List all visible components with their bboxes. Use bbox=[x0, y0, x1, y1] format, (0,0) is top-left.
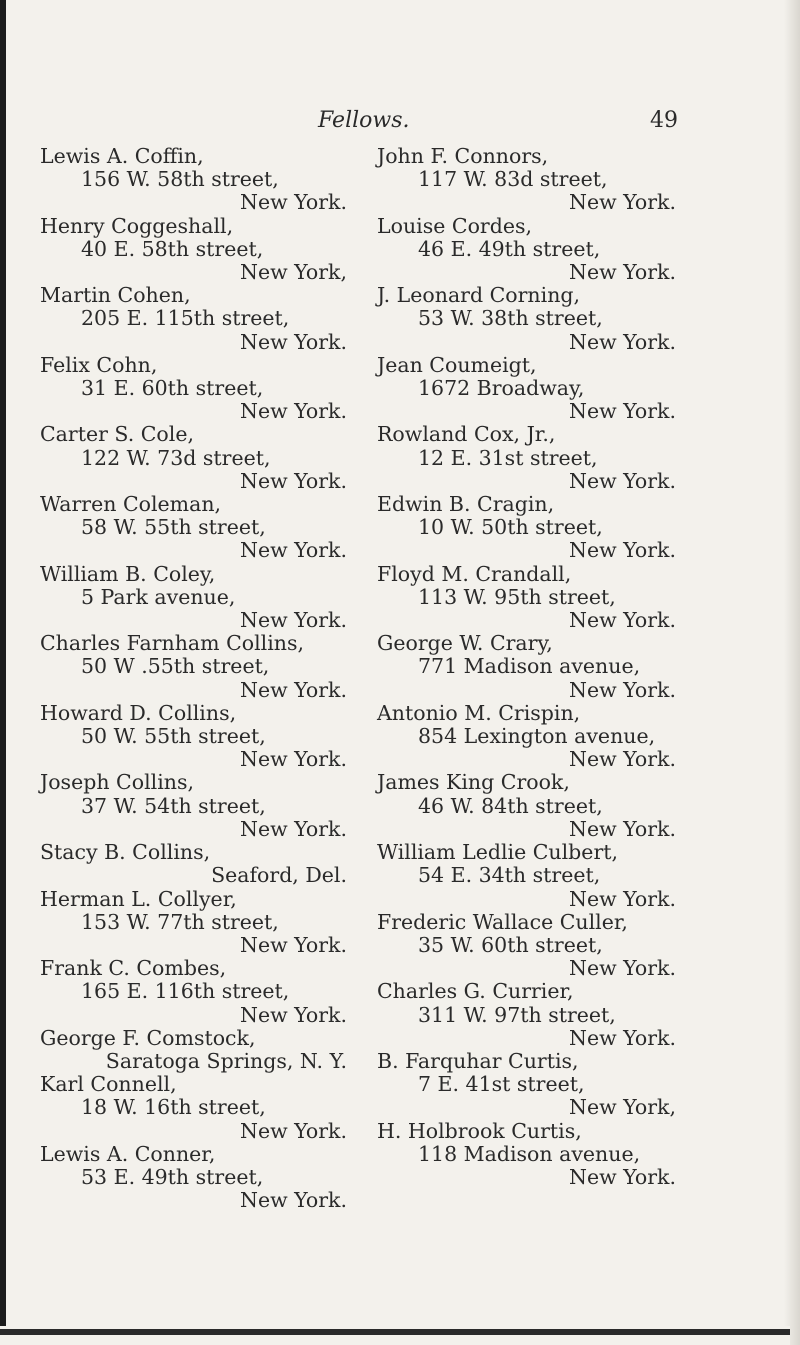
entry-address: 50 W .55th street, bbox=[81, 654, 270, 679]
entry-address: 153 W. 77th street, bbox=[81, 909, 279, 934]
directory-entry bbox=[377, 215, 717, 285]
entry-city: New York. bbox=[240, 932, 347, 957]
entry-city: New York. bbox=[569, 677, 676, 702]
entry-address: 156 W. 58th street, bbox=[81, 167, 279, 192]
entry-city: New York. bbox=[569, 886, 676, 911]
entry-address: 58 W. 55th street, bbox=[81, 515, 266, 540]
entry-address: 118 Madison avenue, bbox=[418, 1141, 641, 1166]
entry-name: Joseph Collins, bbox=[40, 770, 194, 795]
directory-entry bbox=[40, 354, 380, 424]
entry-city: New York, bbox=[569, 1095, 676, 1120]
entry-city: New York. bbox=[240, 468, 347, 493]
entry-city: New York. bbox=[569, 608, 676, 633]
entry-city: New York. bbox=[240, 329, 347, 354]
entry-city: New York. bbox=[569, 1164, 676, 1189]
entry-address: 854 Lexington avenue, bbox=[418, 724, 656, 749]
entry-address: 12 E. 31st street, bbox=[418, 445, 598, 470]
entry-city: Saratoga Springs, N. Y. bbox=[105, 1048, 347, 1073]
directory-entry bbox=[40, 215, 380, 285]
entry-name: Felix Cohn, bbox=[40, 352, 158, 377]
entry-city: New York. bbox=[240, 399, 347, 424]
directory-entry bbox=[40, 771, 380, 841]
directory-entry bbox=[40, 957, 380, 1027]
entry-city: New York. bbox=[240, 1188, 347, 1213]
entry-name: B. Farquhar Curtis, bbox=[377, 1048, 579, 1073]
entry-city: New York. bbox=[240, 1118, 347, 1143]
entry-name: Henry Coggeshall, bbox=[40, 213, 234, 238]
directory-entry bbox=[40, 493, 380, 563]
entry-name: Frederic Wallace Culler, bbox=[377, 909, 628, 934]
entry-name: Charles G. Currier, bbox=[377, 979, 574, 1004]
entry-city: New York. bbox=[240, 190, 347, 215]
entry-address: 53 W. 38th street, bbox=[418, 306, 603, 331]
directory-entry bbox=[40, 1073, 380, 1143]
directory-entry bbox=[40, 423, 380, 493]
entry-address: 50 W. 55th street, bbox=[81, 724, 266, 749]
entry-city: New York. bbox=[569, 399, 676, 424]
entry-name: George F. Comstock, bbox=[40, 1025, 256, 1050]
directory-entry bbox=[40, 1027, 380, 1073]
entry-name: Stacy B. Collins, bbox=[40, 840, 211, 865]
entry-name: Charles Farnham Collins, bbox=[40, 631, 305, 656]
entry-address: 54 E. 34th street, bbox=[418, 863, 601, 888]
entry-city: New York. bbox=[569, 747, 676, 772]
entry-address: 40 E. 58th street, bbox=[81, 236, 264, 261]
entry-city: New York. bbox=[569, 538, 676, 563]
entry-name: John F. Connors, bbox=[377, 144, 549, 168]
directory-entry bbox=[40, 563, 380, 633]
entry-name: Howard D. Collins, bbox=[40, 700, 237, 725]
directory-entry bbox=[40, 1143, 380, 1213]
directory-entry bbox=[377, 145, 717, 215]
entry-name: Karl Connell, bbox=[40, 1072, 177, 1097]
page-edge-shadow bbox=[0, 0, 6, 1345]
entry-city: New York. bbox=[240, 747, 347, 772]
entry-city: New York. bbox=[240, 1002, 347, 1027]
entry-name: Rowland Cox, Jr., bbox=[377, 422, 556, 447]
entry-address: 1672 Broadway, bbox=[418, 376, 585, 401]
entry-city: New York. bbox=[240, 816, 347, 841]
left-column bbox=[40, 145, 380, 1212]
entry-name: William B. Coley, bbox=[40, 561, 216, 586]
entry-city: New York. bbox=[569, 329, 676, 354]
entry-city: New York. bbox=[569, 956, 676, 981]
entry-name: Lewis A. Coffin, bbox=[40, 144, 204, 168]
entry-address: 117 W. 83d street, bbox=[418, 167, 608, 192]
page-number: 49 bbox=[650, 108, 678, 133]
directory-entry bbox=[40, 841, 380, 887]
entry-city: Seaford, Del. bbox=[211, 863, 347, 888]
entry-name: James King Crook, bbox=[377, 770, 570, 795]
entry-name: Jean Coumeigt, bbox=[377, 352, 537, 377]
right-column bbox=[377, 145, 717, 1189]
entry-address: 5 Park avenue, bbox=[81, 584, 236, 609]
page-fold-shadow bbox=[784, 0, 800, 1345]
directory-entry bbox=[40, 702, 380, 772]
directory-entry bbox=[377, 1050, 717, 1120]
entry-name: Herman L. Collyer, bbox=[40, 886, 237, 911]
entry-address: 10 W. 50th street, bbox=[418, 515, 603, 540]
entry-address: 31 E. 60th street, bbox=[81, 376, 264, 401]
entry-name: Warren Coleman, bbox=[40, 492, 222, 517]
page-title: Fellows. bbox=[318, 108, 410, 133]
directory-entry bbox=[40, 145, 380, 215]
running-head bbox=[0, 108, 800, 136]
entry-address: 205 E. 115th street, bbox=[81, 306, 290, 331]
directory-entry bbox=[377, 771, 717, 841]
directory-entry bbox=[377, 284, 717, 354]
directory-entry bbox=[377, 980, 717, 1050]
directory-entry bbox=[377, 1120, 717, 1190]
entry-name: Martin Cohen, bbox=[40, 283, 191, 308]
directory-entry bbox=[40, 632, 380, 702]
entry-name: William Ledlie Culbert, bbox=[377, 840, 618, 865]
entry-name: Louise Cordes, bbox=[377, 213, 533, 238]
entry-name: J. Leonard Corning, bbox=[377, 283, 581, 308]
entry-city: New York. bbox=[569, 1025, 676, 1050]
entry-city: New York. bbox=[240, 538, 347, 563]
directory-entry bbox=[377, 632, 717, 702]
entry-address: 7 E. 41st street, bbox=[418, 1072, 585, 1097]
entry-address: 46 W. 84th street, bbox=[418, 793, 603, 818]
entry-address: 35 W. 60th street, bbox=[418, 932, 603, 957]
entry-city: New York. bbox=[569, 468, 676, 493]
entry-name: Antonio M. Crispin, bbox=[377, 700, 581, 725]
directory-entry bbox=[377, 911, 717, 981]
entry-name: H. Holbrook Curtis, bbox=[377, 1118, 582, 1143]
entry-city: New York, bbox=[240, 260, 347, 285]
entry-address: 53 E. 49th street, bbox=[81, 1164, 264, 1189]
entry-address: 122 W. 73d street, bbox=[81, 445, 271, 470]
entry-address: 771 Madison avenue, bbox=[418, 654, 641, 679]
entry-address: 18 W. 16th street, bbox=[81, 1095, 266, 1120]
entry-address: 165 E. 116th street, bbox=[81, 979, 290, 1004]
entry-name: Carter S. Cole, bbox=[40, 422, 194, 447]
directory-entry bbox=[40, 284, 380, 354]
entry-name: Edwin B. Cragin, bbox=[377, 492, 555, 517]
entry-name: Floyd M. Crandall, bbox=[377, 561, 572, 586]
directory-entry bbox=[377, 702, 717, 772]
directory-entry bbox=[377, 493, 717, 563]
directory-entry bbox=[377, 563, 717, 633]
entry-name: George W. Crary, bbox=[377, 631, 553, 656]
entry-name: Lewis A. Conner, bbox=[40, 1141, 216, 1166]
entry-name: Frank C. Combes, bbox=[40, 956, 227, 981]
directory-entry bbox=[377, 841, 717, 911]
entry-address: 113 W. 95th street, bbox=[418, 584, 616, 609]
entry-city: New York. bbox=[240, 608, 347, 633]
directory-entry bbox=[377, 423, 717, 493]
entry-address: 37 W. 54th street, bbox=[81, 793, 266, 818]
entry-address: 311 W. 97th street, bbox=[418, 1002, 616, 1027]
entry-city: New York. bbox=[569, 816, 676, 841]
directory-entry bbox=[377, 354, 717, 424]
entry-city: New York. bbox=[240, 677, 347, 702]
directory-entry bbox=[40, 888, 380, 958]
entry-city: New York. bbox=[569, 260, 676, 285]
page-bottom-edge bbox=[0, 1326, 790, 1345]
entry-address: 46 E. 49th street, bbox=[418, 236, 601, 261]
entry-city: New York. bbox=[569, 190, 676, 215]
